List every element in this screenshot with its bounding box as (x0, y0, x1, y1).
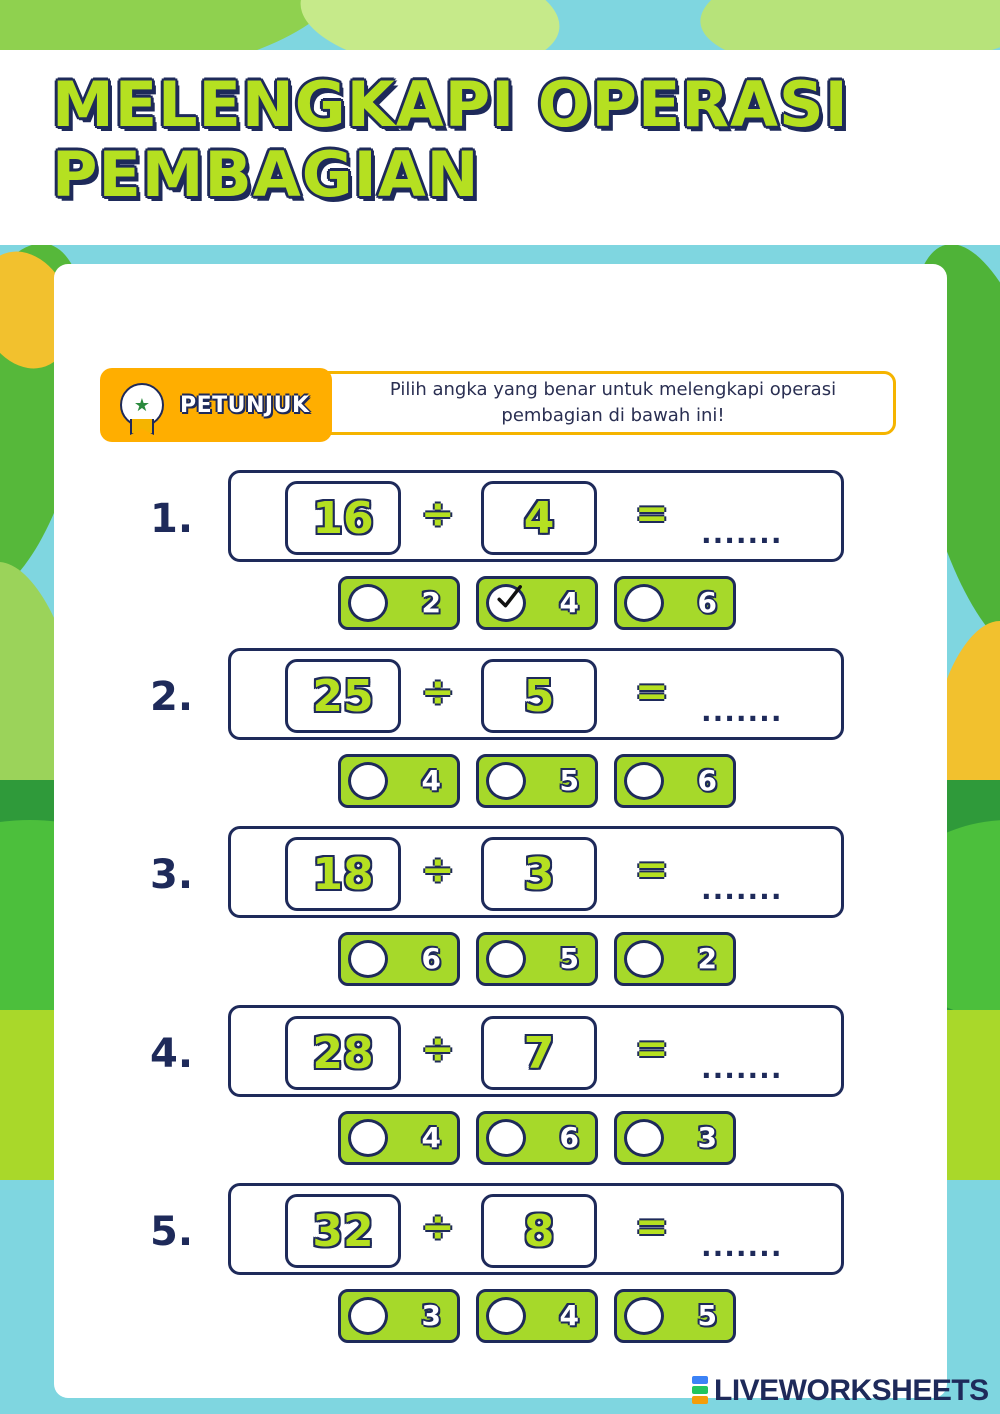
answer-blank: ....... (701, 1052, 783, 1085)
answer-blank: ....... (701, 873, 783, 906)
question-2 (150, 648, 850, 813)
option-checkbox[interactable] (486, 1119, 526, 1157)
question-5 (150, 1183, 850, 1348)
divide-symbol: ÷ (421, 1026, 455, 1072)
divide-symbol: ÷ (421, 669, 455, 715)
option-checkbox[interactable] (348, 584, 388, 622)
answer-option-2[interactable] (476, 754, 598, 808)
dividend-box: 32 (285, 1194, 401, 1268)
instruction-tag (100, 368, 332, 442)
option-value: 4 (421, 1121, 441, 1154)
award-badge-icon: ★ (120, 383, 164, 427)
option-checkbox[interactable] (624, 1297, 664, 1335)
answer-option-1[interactable] (338, 932, 460, 986)
answer-option-3[interactable] (614, 754, 736, 808)
equation-box (228, 1183, 844, 1275)
dividend-box: 28 (285, 1016, 401, 1090)
option-checkbox[interactable] (486, 584, 526, 622)
option-value: 3 (421, 1299, 441, 1332)
divisor-box: 8 (481, 1194, 597, 1268)
option-value: 3 (697, 1121, 717, 1154)
title-line-1: MELENGKAPI OPERASI (52, 68, 849, 141)
option-checkbox[interactable] (624, 584, 664, 622)
option-value: 5 (559, 764, 579, 797)
answer-options (338, 1289, 738, 1345)
option-checkbox[interactable] (348, 1297, 388, 1335)
answer-option-2[interactable] (476, 576, 598, 630)
option-value: 4 (421, 764, 441, 797)
option-checkbox[interactable] (624, 762, 664, 800)
equals-symbol: = (635, 847, 669, 893)
dividend-box: 25 (285, 659, 401, 733)
checkmark-icon (495, 578, 523, 618)
brand-name: LIVEWORKSHEETS (714, 1374, 989, 1407)
option-checkbox[interactable] (348, 762, 388, 800)
divisor-box: 7 (481, 1016, 597, 1090)
title-line-2: PEMBAGIAN (52, 138, 480, 211)
equation-box (228, 470, 844, 562)
option-value: 6 (421, 942, 441, 975)
question-number: 4. (150, 1031, 194, 1077)
answer-option-3[interactable] (614, 932, 736, 986)
divisor-box: 3 (481, 837, 597, 911)
question-number: 5. (150, 1209, 194, 1255)
option-value: 2 (697, 942, 717, 975)
instruction-label: PETUNJUK (180, 392, 310, 418)
option-checkbox[interactable] (348, 940, 388, 978)
answer-blank: ....... (701, 695, 783, 728)
page-title (52, 70, 849, 210)
option-checkbox[interactable] (348, 1119, 388, 1157)
answer-option-1[interactable] (338, 1289, 460, 1343)
divide-symbol: ÷ (421, 847, 455, 893)
divisor-box: 5 (481, 659, 597, 733)
option-value: 5 (559, 942, 579, 975)
equation-box (228, 648, 844, 740)
option-value: 2 (421, 586, 441, 619)
option-value: 4 (559, 586, 579, 619)
divide-symbol: ÷ (421, 491, 455, 537)
equals-symbol: = (635, 491, 669, 537)
option-value: 6 (697, 586, 717, 619)
answer-options (338, 932, 738, 988)
option-checkbox[interactable] (624, 940, 664, 978)
answer-option-1[interactable] (338, 754, 460, 808)
question-4 (150, 1005, 850, 1170)
option-value: 4 (559, 1299, 579, 1332)
answer-option-3[interactable] (614, 1111, 736, 1165)
equation-box (228, 1005, 844, 1097)
answer-options (338, 1111, 738, 1167)
liveworksheets-logo-icon (692, 1376, 708, 1406)
equals-symbol: = (635, 669, 669, 715)
answer-option-2[interactable] (476, 932, 598, 986)
question-number: 3. (150, 852, 194, 898)
question-number: 1. (150, 496, 194, 542)
divisor-box: 4 (481, 481, 597, 555)
answer-option-3[interactable] (614, 576, 736, 630)
answer-option-2[interactable] (476, 1111, 598, 1165)
dividend-box: 16 (285, 481, 401, 555)
answer-blank: ....... (701, 517, 783, 550)
instruction-text: Pilih angka yang benar untuk melengkapi operasi pembagian di bawah ini! (300, 371, 896, 435)
equation-box (228, 826, 844, 918)
question-3 (150, 826, 850, 991)
option-value: 6 (559, 1121, 579, 1154)
option-value: 6 (697, 764, 717, 797)
divide-symbol: ÷ (421, 1204, 455, 1250)
option-value: 5 (697, 1299, 717, 1332)
option-checkbox[interactable] (486, 1297, 526, 1335)
equals-symbol: = (635, 1204, 669, 1250)
question-1 (150, 470, 850, 635)
answer-options (338, 754, 738, 810)
liveworksheets-logo (692, 1374, 989, 1408)
option-checkbox[interactable] (486, 762, 526, 800)
answer-options (338, 576, 738, 632)
answer-option-3[interactable] (614, 1289, 736, 1343)
answer-option-1[interactable] (338, 576, 460, 630)
instruction-panel (100, 368, 898, 440)
option-checkbox[interactable] (624, 1119, 664, 1157)
equals-symbol: = (635, 1026, 669, 1072)
option-checkbox[interactable] (486, 940, 526, 978)
question-number: 2. (150, 674, 194, 720)
answer-option-2[interactable] (476, 1289, 598, 1343)
dividend-box: 18 (285, 837, 401, 911)
answer-blank: ....... (701, 1230, 783, 1263)
answer-option-1[interactable] (338, 1111, 460, 1165)
